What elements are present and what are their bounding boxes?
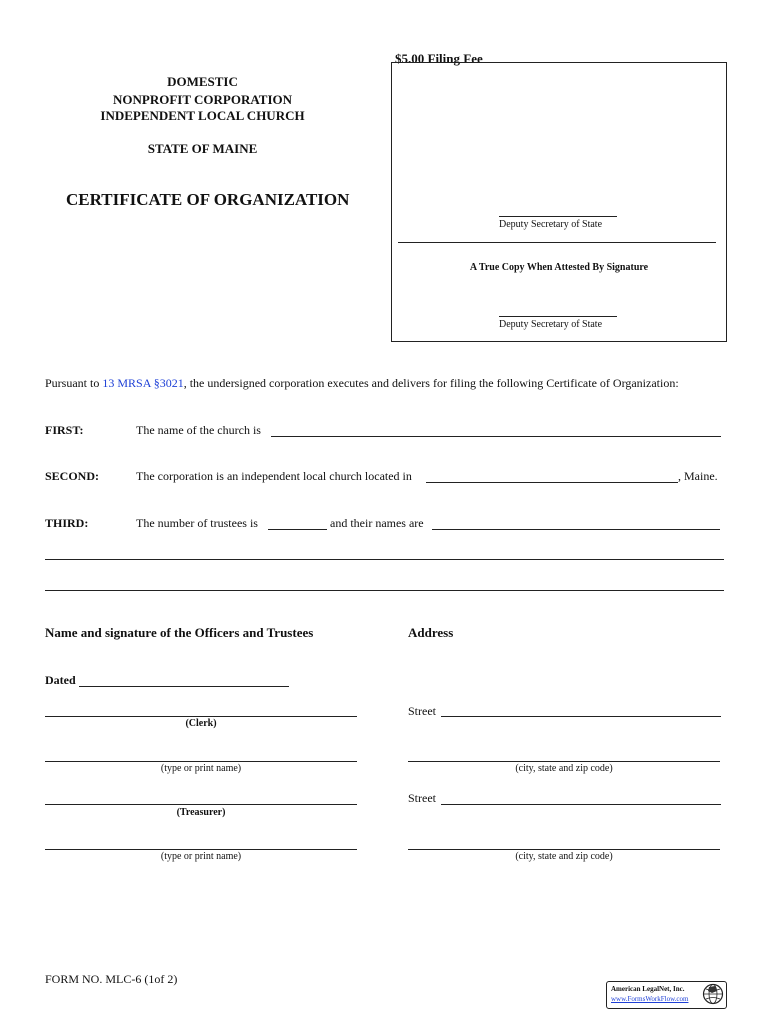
clerk-signature-field[interactable] [45,716,357,717]
street-label-2: Street [408,791,436,805]
clerk-type-print-label: (type or print name) [160,763,242,774]
city-label-2: (city, state and zip code) [515,851,613,862]
trustee-count-field[interactable] [268,529,327,530]
treasurer-type-print-label: (type or print name) [160,851,242,862]
city-field-2[interactable] [408,849,720,850]
deputy-label-bottom: Deputy Secretary of State [499,319,603,330]
dated-label: Dated [45,673,76,687]
publisher-logo-box [606,981,727,1009]
publisher-website[interactable]: www.FormsWorkFlow.com [611,995,689,1003]
street-label-1: Street [408,704,436,718]
second-text: The corporation is an independent local church located in [136,469,412,483]
header-state: STATE OF MAINE [147,141,258,156]
intro-pre: Pursuant to [45,376,103,390]
city-label-1: (city, state and zip code) [515,763,613,774]
street-field-2[interactable] [441,804,721,805]
first-text: The name of the church is [136,423,261,437]
treasurer-name-field[interactable] [45,849,357,850]
deputy-signature-line-top [499,216,617,217]
trustee-names-field[interactable] [432,529,720,530]
statute-link[interactable]: 13 MRSA §3021 [102,376,184,390]
true-copy-label: A True Copy When Attested By Signature [469,262,649,273]
third-text-names: and their names are [330,516,424,530]
deputy-signature-line-bottom [499,316,617,317]
treasurer-signature-field[interactable] [45,804,357,805]
church-name-field[interactable] [271,436,721,437]
trustee-names-line-2[interactable] [45,559,724,560]
intro-paragraph [45,376,679,391]
dated-field[interactable] [79,686,289,687]
signatures-heading: Name and signature of the Officers and Trustees [45,625,314,640]
filing-box-divider [398,242,716,243]
third-text-count: The number of trustees is [136,516,258,530]
address-heading: Address [408,625,454,640]
treasurer-label: (Treasurer) [176,807,226,818]
trustee-names-line-3[interactable] [45,590,724,591]
second-suffix: , Maine. [678,469,718,483]
filing-box [391,62,727,342]
street-field-1[interactable] [441,716,721,717]
globe-icon [702,983,724,1005]
church-location-field[interactable] [426,482,678,483]
page-title: CERTIFICATE OF ORGANIZATION [66,190,350,209]
header-independent-church: INDEPENDENT LOCAL CHURCH [100,108,305,123]
header-domestic: DOMESTIC [167,74,238,89]
clerk-label: (Clerk) [185,718,217,729]
deputy-label-top: Deputy Secretary of State [499,219,603,230]
publisher-name: American LegalNet, Inc. [611,985,685,993]
header-nonprofit: NONPROFIT CORPORATION [113,92,292,107]
intro-post: , the undersigned corporation executes and delivers for filing the following Certificate of Organization: [183,376,679,390]
city-field-1[interactable] [408,761,720,762]
third-label: THIRD: [45,516,89,530]
clerk-name-field[interactable] [45,761,357,762]
form-number: FORM NO. MLC-6 (1of 2) [45,972,178,986]
filing-fee-label: $5.00 Filing Fee [395,51,483,66]
first-label: FIRST: [45,423,84,437]
second-label: SECOND: [45,469,100,483]
